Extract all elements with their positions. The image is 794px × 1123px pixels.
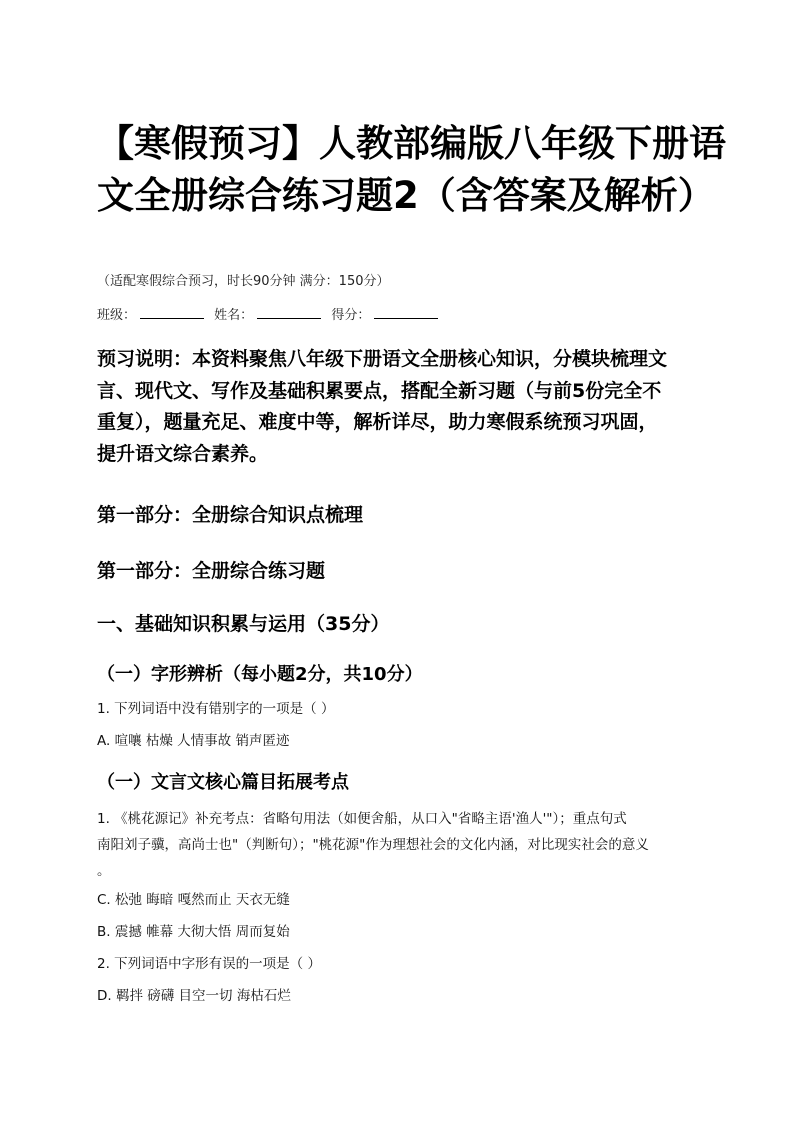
document-title xyxy=(97,118,726,222)
title-line-1: 【寒假预习】人教部编版八年级下册语 xyxy=(97,122,726,165)
question-1: 1. 下列词语中没有错别字的一项是（ ） xyxy=(97,701,335,717)
section-heading-2: 第一部分：全册综合练习题 xyxy=(97,560,326,582)
paragraph-line-3: 。 xyxy=(97,863,111,879)
name-label: 姓名： xyxy=(214,308,254,323)
question-2: 2. 下列词语中字形有误的一项是（ ） xyxy=(97,956,321,972)
subsection-heading-2: （一）文言文核心篇目拓展考点 xyxy=(97,772,349,793)
intro-line-2: 言、现代文、写作及基础积累要点，搭配全新习题（与前5份完全不 xyxy=(97,379,662,402)
intro-line-4: 提升语文综合素养。 xyxy=(97,442,269,465)
preview-intro xyxy=(97,344,709,470)
paragraph-line-1: 1. 《桃花源记》补充考点：省略句用法（如便舍船，从口入"省略主语'渔人'"）；重点句式 xyxy=(97,811,627,827)
class-label: 班级： xyxy=(97,308,137,323)
class-blank xyxy=(140,308,204,319)
option-c: C. 松弛 晦暗 嘎然而止 天衣无缝 xyxy=(97,892,290,908)
paragraph-line-2: 南阳刘子骥，高尚士也"（判断句）；"桃花源"作为理想社会的文化内涵，对比现实社会的意义 xyxy=(97,837,649,853)
name-blank xyxy=(257,308,321,319)
exam-note: （适配寒假综合预习，时长90分钟 满分：150分） xyxy=(97,274,390,289)
option-b: B. 震撼 帷幕 大彻大悟 周而复始 xyxy=(97,924,290,940)
student-info-fields xyxy=(97,304,444,323)
question-1-option-a: A. 喧嚷 枯燥 人情事故 销声匿迹 xyxy=(97,733,290,749)
option-d: D. 羁拌 磅礴 目空一切 海枯石烂 xyxy=(97,988,291,1004)
title-line-2: 文全册综合练习题2（含答案及解析） xyxy=(97,174,715,217)
classical-text-points xyxy=(97,806,707,884)
intro-line-1: 预习说明：本资料聚焦八年级下册语文全册核心知识，分模块梳理文 xyxy=(97,348,668,370)
part-heading-1: 一、基础知识积累与运用（35分） xyxy=(97,613,390,635)
subsection-heading-1: （一）字形辨析（每小题2分，共10分） xyxy=(97,664,423,685)
section-heading-1: 第一部分：全册综合知识点梳理 xyxy=(97,504,364,526)
score-blank xyxy=(374,308,438,319)
intro-line-3: 重复），题量充足、难度中等，解析详尽，助力寒假系统预习巩固， xyxy=(97,411,658,433)
score-label: 得分： xyxy=(331,308,371,323)
